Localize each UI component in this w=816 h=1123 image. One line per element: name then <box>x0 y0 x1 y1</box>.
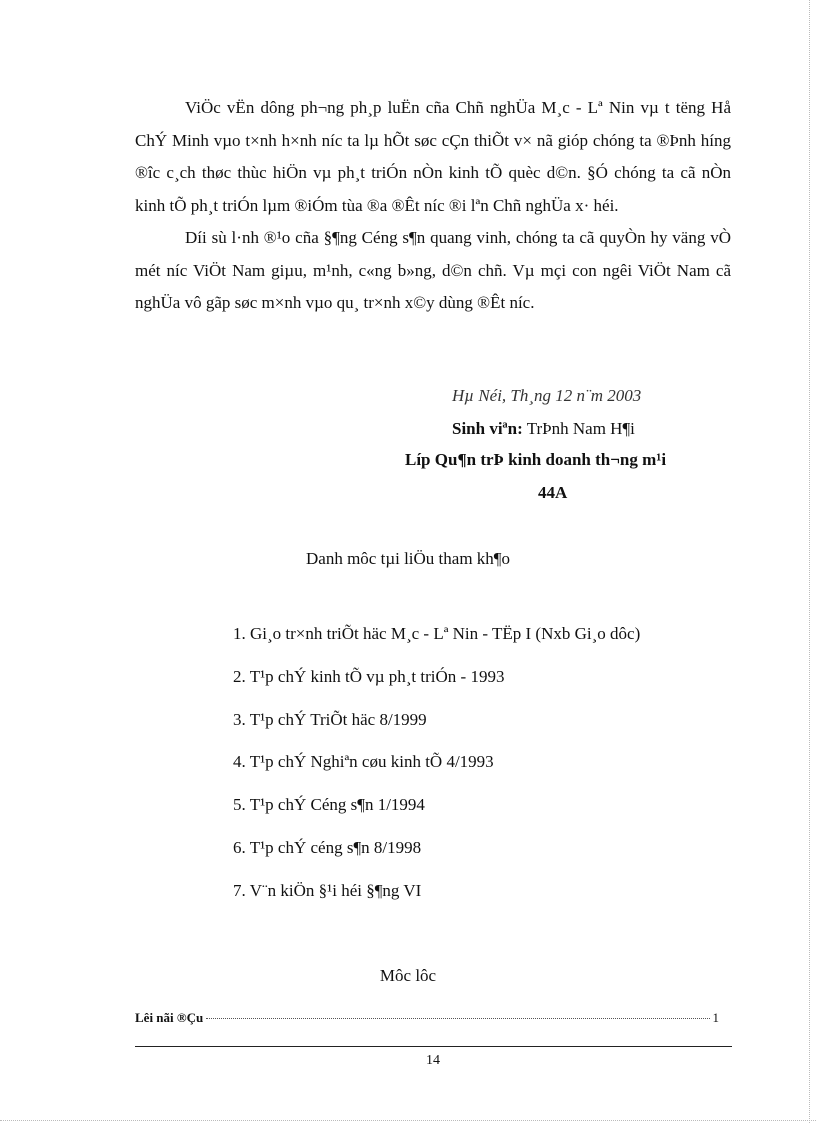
page-bottom-edge <box>0 1120 816 1121</box>
signature-class-code: 44A <box>538 483 568 502</box>
paragraph: ViÖc vËn dông ph¬ng ph¸p luËn cña Chñ nghÜa M¸c - Lª Nin vµ t tëng Hå ChÝ Minh vµo t×nh h×nh níc ta lµ hÕt søc cÇn thiÕt v× nã gióp chóng ta ®Þnh híng ®îc c¸ch thøc thùc hiÖn vµ ph¸t triÓn nÒn kinh tÕ quèc d©n. §Ó chóng ta cã nÒn kinh tÕ ph¸t triÓn lµm ®iÓm tùa ®a ®Êt níc ®i lªn Chñ nghÜa x· héi. <box>135 98 731 215</box>
student-label: Sinh viªn: <box>452 419 523 438</box>
references-title: Danh môc tµi liÖu tham kh¶o <box>306 549 510 568</box>
references-list <box>233 621 640 921</box>
toc-title: Môc lôc <box>379 966 437 985</box>
signature-student <box>452 419 816 439</box>
body-text <box>135 92 731 320</box>
reference-item: 6. T¹p chÝ céng s¶n 8/1998 <box>233 837 422 857</box>
toc-leader-dots <box>206 1018 709 1019</box>
page-number: 14 <box>426 1053 440 1068</box>
reference-item: 7. V¨n kiÖn §¹i héi §¶ng VI <box>233 880 422 900</box>
signature-date: Hµ Néi, Th¸ng 12 n¨m 2003 <box>452 386 642 405</box>
reference-item: 3. T¹p chÝ TriÕt häc 8/1999 <box>233 709 427 729</box>
reference-item: 2. T¹p chÝ kinh tÕ vµ ph¸t triÓn - 1993 <box>233 666 505 686</box>
toc-entry-label: Lêi nãi ®Çu <box>135 1010 204 1025</box>
page-right-edge <box>809 0 810 1123</box>
toc-entry-page: 1 <box>712 1010 719 1025</box>
reference-item: 4. T¹p chÝ Nghiªn cøu kinh tÕ 4/1993 <box>233 752 494 772</box>
toc-entry <box>135 1010 719 1026</box>
paragraph: Díi sù l·nh ®¹o cña §¶ng Céng s¶n quang vinh, chóng ta cã quyÒn hy väng vÒ mét níc ViÖt Nam giµu, m¹nh, c«ng b»ng, d©n chñ. Vµ mçi con ngêi ViÖt Nam cã nghÜa vô gãp søc m×nh vµo qu¸ tr×nh x©y dùng ®Êt níc. <box>135 228 731 312</box>
signature-class: Líp Qu¶n trÞ kinh doanh th¬ng m¹i <box>405 450 667 469</box>
reference-item: 5. T¹p chÝ Céng s¶n 1/1994 <box>233 795 425 815</box>
footer-divider <box>135 1046 732 1047</box>
student-name: TrÞnh Nam H¶i <box>522 419 635 438</box>
reference-item: 1. Gi¸o tr×nh triÕt häc M¸c - Lª Nin - TËp I (Nxb Gi¸o dôc) <box>233 624 641 643</box>
